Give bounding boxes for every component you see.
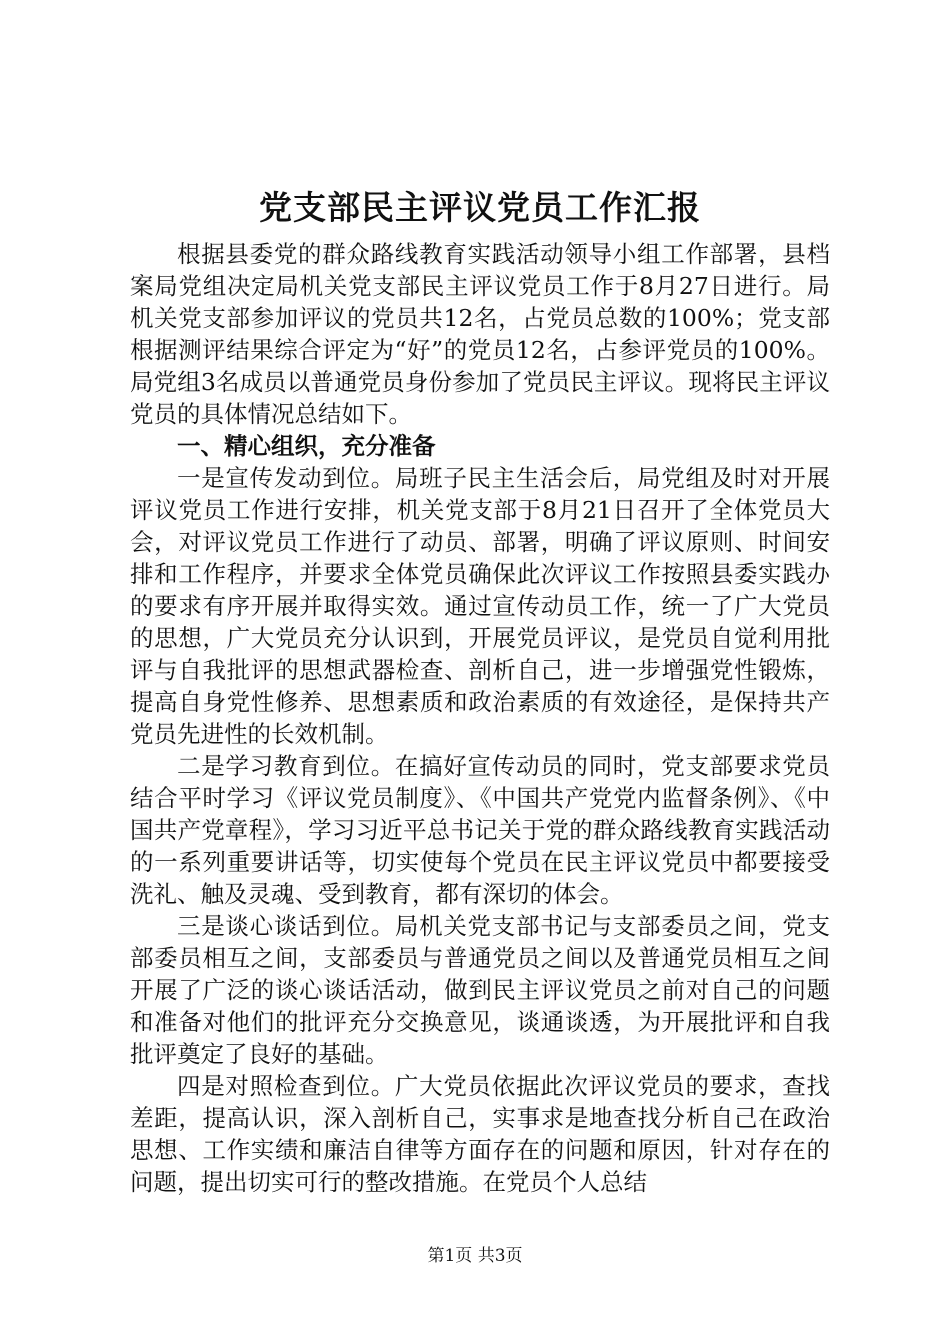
paragraph-propaganda: 一是宣传发动到位。局班子民主生活会后，局党组及时对开展评议党员工作进行安排，机关党支部于8月21日召开了全体党员大会，对评议党员工作进行了动员、部署，明确了评议原则、时间安排和工作程序，并要求全体党员确保此次评议工作按照县委实践办的要求有序开展并取得实效。通过宣传动员工作，统一了广大党员的思想，广大党员充分认识到，开展党员评议，是党员自觉利用批评与自我批评的思想武器检查、剖析自己，进一步增强党性锻炼，提高自身党性修养、思想素质和政治素质的有效途径，是保持共产党员先进性的长效机制。 xyxy=(130,464,830,748)
document-title: 党支部民主评议党员工作汇报 xyxy=(259,188,701,227)
paragraph-inspection: 四是对照检查到位。广大党员依据此次评议党员的要求，查找差距，提高认识，深入剖析自己，实事求是地查找分析自己在政治思想、工作实绩和廉洁自律等方面存在的问题和原因，针对存在的问题，提出切实可行的整改措施。在党员个人总结 xyxy=(130,1072,830,1196)
document-page xyxy=(130,180,830,1198)
paragraph-study: 二是学习教育到位。在搞好宣传动员的同时，党支部要求党员结合平时学习《评议党员制度》、《中国共产党党内监督条例》、《中国共产党章程》，学习习近平总书记关于党的群众路线教育实践活动的一系列重要讲话等，切实使每个党员在民主评议党员中都要接受洗礼、触及灵魂、受到教育，都有深切的体会。 xyxy=(130,752,830,908)
page-footer: 第1页 共3页 xyxy=(427,1246,523,1266)
section-heading-1: 一、精心组织，充分准备 xyxy=(177,432,436,460)
paragraph-talks: 三是谈心谈话到位。局机关党支部书记与支部委员之间，党支部委员相互之间，支部委员与普通党员之间以及普通党员相互之间开展了广泛的谈心谈话活动，做到民主评议党员之前对自己的问题和准备对他们的批评充分交换意见，谈通谈透，为开展批评和自我批评奠定了良好的基础。 xyxy=(130,912,830,1068)
intro-paragraph: 根据县委党的群众路线教育实践活动领导小组工作部署，县档案局党组决定局机关党支部民主评议党员工作于8月27日进行。局机关党支部参加评议的党员共12名，占党员总数的100%；党支部根据测评结果综合评定为“好”的党员12名，占参评党员的100%。局党组3名成员以普通党员身份参加了党员民主评议。现将民主评议党员的具体情况总结如下。 xyxy=(130,240,830,428)
